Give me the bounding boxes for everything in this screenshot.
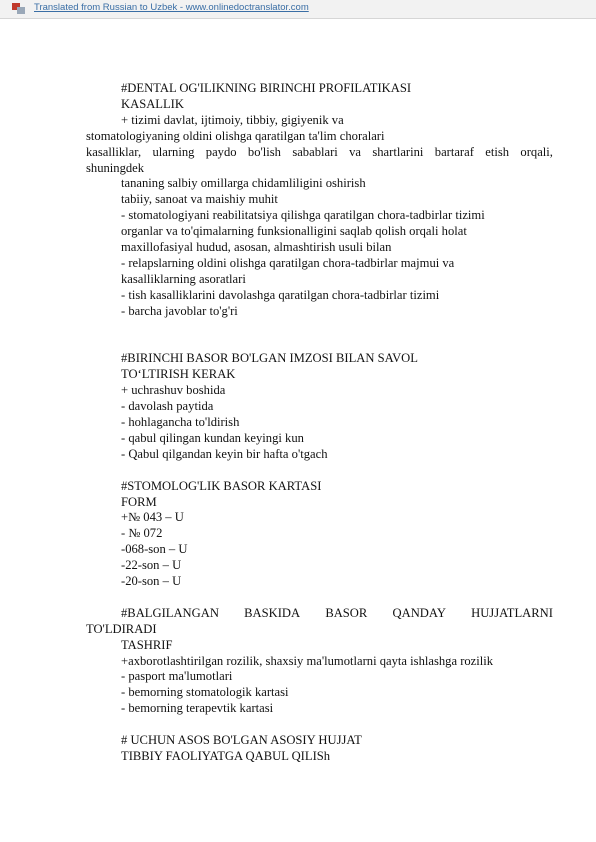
answer-line-justified <box>86 145 553 161</box>
document-body <box>86 81 553 765</box>
translator-logo-icon <box>12 3 25 14</box>
word: shartlarini <box>372 144 424 159</box>
answer-line: -22-son – U <box>121 558 182 573</box>
answer-line: tananing salbiy omillarga chidamliligini oshirish <box>121 176 366 191</box>
question-title: # UCHUN ASOS BO'LGAN ASOSIY HUJJAT <box>121 733 362 748</box>
answer-line: kasalliklarning asoratlari <box>121 271 246 286</box>
answer-line: - davolash paytida <box>121 399 214 414</box>
answer-line: - bemorning terapevtik kartasi <box>121 701 274 716</box>
answer-line: +№ 043 – U <box>121 510 184 525</box>
answer-line: + uchrashuv boshida <box>121 383 226 398</box>
word: HUJJATLARNI <box>471 605 553 620</box>
answer-line: - pasport ma'lumotlari <box>121 669 233 684</box>
question-title-cont: TASHRIF <box>121 637 173 652</box>
answer-line: stomatologiyaning oldini olishga qaratilgan ta'lim choralari <box>86 128 385 143</box>
translator-link[interactable]: Translated from Russian to Uzbek - www.onlinedoctranslator.com <box>34 2 309 13</box>
question-title-cont: TO'LDIRADI <box>86 621 157 636</box>
word: QANDAY <box>392 605 446 620</box>
word: paydo <box>205 144 237 159</box>
answer-line: organlar va to'qimalarning funksionalligini saqlab qolish orqali holat <box>121 224 467 239</box>
word: va <box>349 144 362 159</box>
answer-line: - № 072 <box>121 526 163 541</box>
question-title-justified <box>86 606 553 622</box>
word: bartaraf <box>434 144 474 159</box>
answer-line: + tizimi davlat, ijtimoiy, tibbiy, gigiyenik va <box>121 112 344 127</box>
word: #BALGILANGAN <box>121 605 219 620</box>
question-title-cont: FORM <box>121 494 157 509</box>
answer-line: tabiiy, sanoat va maishiy muhit <box>121 192 278 207</box>
question-title-cont: KASALLIK <box>121 96 184 111</box>
word: sabablari <box>292 144 338 159</box>
answer-line: - Qabul qilgandan keyin bir hafta o'tgach <box>121 446 328 461</box>
question-title: #BIRINCHI BASOR BO'LGAN IMZOSI BILAN SAVOL <box>121 351 418 366</box>
answer-line: -068-son – U <box>121 542 188 557</box>
answer-line: -20-son – U <box>121 574 182 589</box>
answer-line: +axborotlashtirilgan rozilik, shaxsiy ma'lumotlarni qayta ishlashga rozilik <box>121 653 494 668</box>
answer-line: - bemorning stomatologik kartasi <box>121 685 289 700</box>
answer-line: - tish kasalliklarini davolashga qaratilgan chora-tadbirlar tizimi <box>121 287 440 302</box>
word: etish <box>485 144 510 159</box>
answer-line: - relapslarning oldini olishga qaratilgan chora-tadbirlar majmui va <box>121 255 455 270</box>
answer-line: - qabul qilingan kundan keyingi kun <box>121 430 304 445</box>
word: orqali, <box>520 144 553 159</box>
question-title: #DENTAL OG'ILIKNING BIRINCHI PROFILATIKASI <box>121 81 412 95</box>
word: BASOR <box>325 605 368 620</box>
word: kasalliklar, <box>86 144 142 159</box>
answer-line: - hohlagancha to'ldirish <box>121 415 240 430</box>
answer-line: - barcha javoblar to'g'ri <box>121 303 238 318</box>
answer-line: - stomatologiyani reabilitatsiya qilishga qaratilgan chora-tadbirlar tizimi <box>121 208 485 223</box>
question-title: #STOMOLOG'LIK BASOR KARTASI <box>121 478 322 493</box>
word: bo'lish <box>247 144 281 159</box>
word: BASKIDA <box>244 605 301 620</box>
question-title-cont: TO‘LTIRISH KERAK <box>121 367 236 382</box>
answer-line: maxillofasiyal hudud, asosan, almashtirish usuli bilan <box>121 240 392 255</box>
word: ularning <box>152 144 195 159</box>
translation-banner <box>0 0 596 19</box>
answer-line: shuningdek <box>86 160 145 175</box>
question-title-cont: TIBBIY FAOLIYATGA QABUL QILISh <box>121 749 331 763</box>
